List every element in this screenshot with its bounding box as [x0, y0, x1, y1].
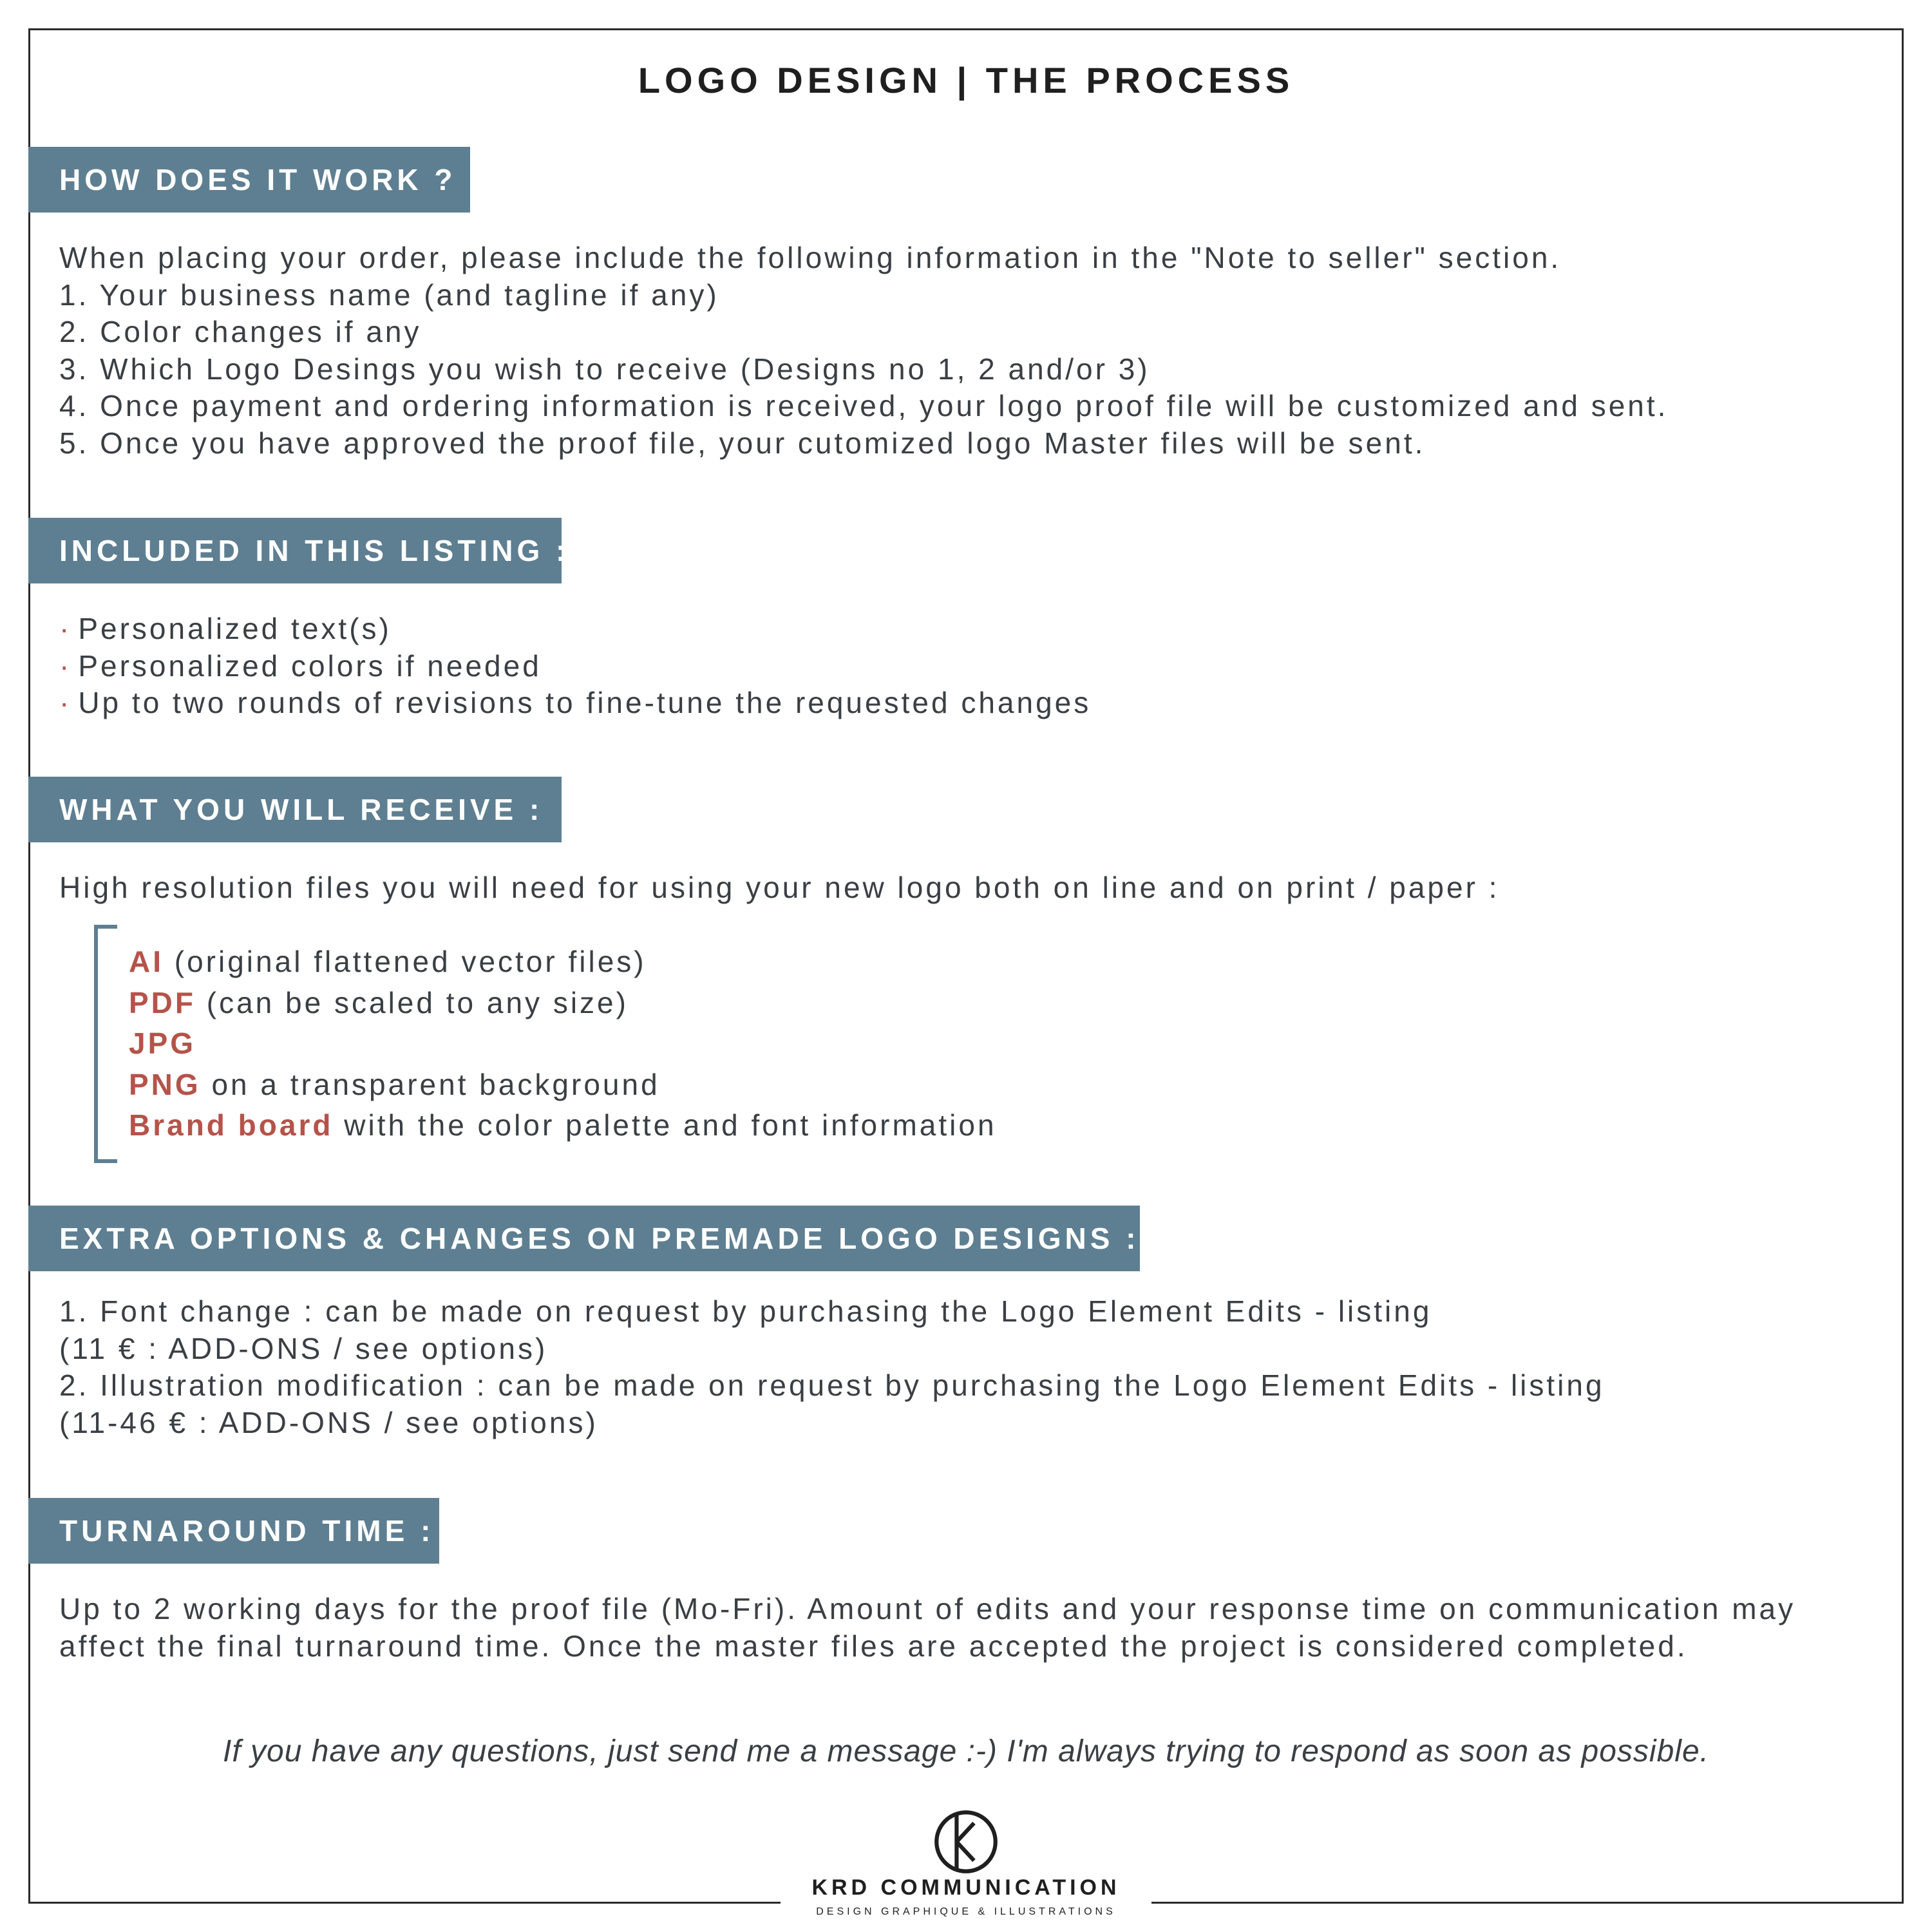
list-item-text: Personalized text(s) — [78, 612, 392, 645]
text-line: 1. Font change : can be made on request by purchasing the Logo Element Edits - listing — [59, 1294, 1432, 1328]
format-item — [129, 1065, 997, 1106]
brand-tagline: DESIGN GRAPHIQUE & ILLUSTRATIONS — [816, 1906, 1116, 1917]
format-item — [129, 983, 997, 1024]
format-item — [129, 1023, 997, 1065]
turnaround-text — [59, 1591, 1880, 1665]
section-rule — [28, 1282, 30, 1488]
bullet-icon: · — [59, 686, 72, 719]
text-line: When placing your order, please include the following information in the "Note to seller" section. — [59, 241, 1562, 274]
format-desc: (original flattened vector files) — [164, 945, 647, 978]
krd-monogram-icon — [933, 1808, 999, 1875]
section-header-receive: WHAT YOU WILL RECEIVE : — [28, 777, 562, 842]
text-line: 4. Once payment and ordering information is received, your logo proof file will be customized and sent. — [59, 389, 1669, 422]
receive-intro: High resolution files you will need for using your new logo both on line and on print / paper : — [59, 871, 1500, 904]
page-title: LOGO DESIGN | THE PROCESS — [638, 60, 1294, 100]
text-line: Up to 2 working days for the proof file (Mo-Fri). Amount of edits and your response time on communication may — [59, 1592, 1796, 1625]
text-line: 3. Which Logo Desings you wish to receive (Designs no 1, 2 and/or 3) — [59, 352, 1150, 386]
text-line: (11-46 € : ADD-ONS / see options) — [59, 1405, 598, 1439]
format-name: PDF — [129, 985, 196, 1019]
section-header-turnaround: TURNAROUND TIME : — [28, 1498, 439, 1564]
how-it-works-text — [59, 240, 1880, 462]
format-name: JPG — [129, 1027, 196, 1060]
bullet-icon: · — [59, 612, 72, 645]
section-rule — [28, 223, 30, 507]
format-item — [129, 942, 997, 983]
list-item-text: Personalized colors if needed — [78, 649, 542, 683]
text-line: affect the final turnaround time. Once the master files are accepted the project is considered completed. — [59, 1629, 1688, 1663]
format-list — [129, 942, 997, 1146]
format-name: Brand board — [129, 1108, 334, 1142]
closing-note: If you have any questions, just send me a message :-) I'm always trying to respond as soon as possible. — [223, 1734, 1709, 1768]
text-line: (11 € : ADD-ONS / see options) — [59, 1331, 548, 1365]
format-name: PNG — [129, 1067, 201, 1101]
format-list-bracket — [94, 925, 117, 1163]
list-item — [59, 648, 1880, 685]
section-header-how-it-works: HOW DOES IT WORK ? — [28, 147, 470, 213]
format-item — [129, 1105, 997, 1146]
section-header-extra-options: EXTRA OPTIONS & CHANGES ON PREMADE LOGO DESIGNS : — [28, 1206, 1140, 1271]
included-list — [59, 611, 1880, 722]
text-line: 2. Color changes if any — [59, 315, 422, 348]
text-line: 5. Once you have approved the proof file, your cutomized logo Master files will be sent. — [59, 426, 1426, 460]
brand-name: KRD COMMUNICATION — [811, 1875, 1121, 1900]
text-line: 2. Illustration modification : can be made on request by purchasing the Logo Element Edits - listing — [59, 1368, 1605, 1402]
format-desc: with the color palette and font information — [333, 1108, 997, 1142]
list-item-text: Up to two rounds of revisions to fine-tune the requested changes — [78, 686, 1092, 719]
section-rule — [28, 594, 30, 768]
list-item — [59, 611, 1880, 648]
format-name: AI — [129, 945, 164, 978]
text-line: 1. Your business name (and tagline if any) — [59, 278, 719, 312]
format-desc: (can be scaled to any size) — [196, 985, 629, 1019]
section-rule — [28, 1574, 30, 1678]
list-item — [59, 685, 1880, 722]
extra-options-text — [59, 1293, 1880, 1441]
section-header-included: INCLUDED IN THIS LISTING : — [28, 518, 562, 583]
bullet-icon: · — [59, 649, 72, 683]
section-rule — [28, 853, 30, 1195]
format-desc: on a transparent background — [200, 1067, 660, 1101]
